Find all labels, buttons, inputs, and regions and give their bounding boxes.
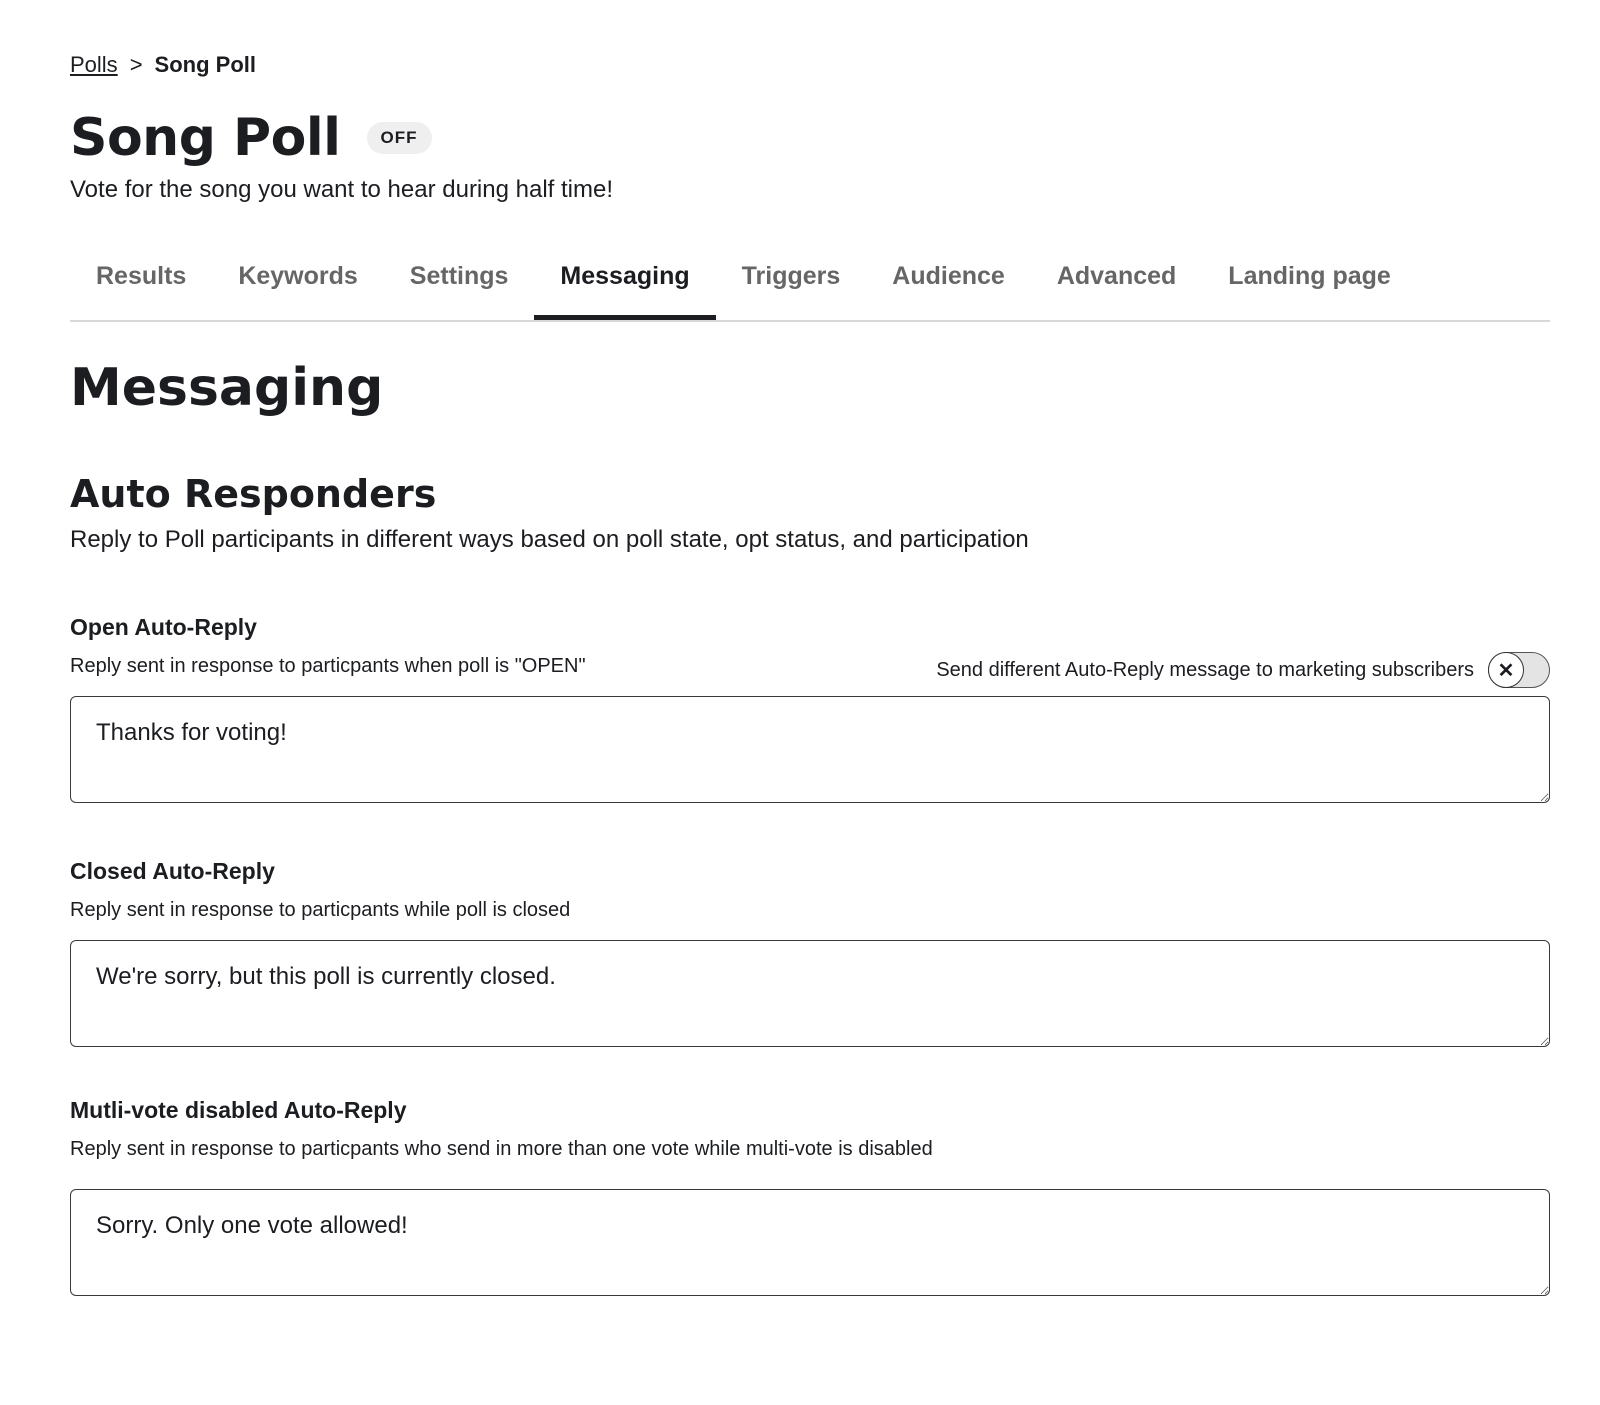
- closed-auto-reply-section: [70, 858, 1550, 1047]
- open-auto-reply-label: Open Auto-Reply: [70, 614, 257, 640]
- breadcrumb-polls-link[interactable]: Polls: [70, 52, 118, 77]
- open-auto-reply-section: [70, 614, 1550, 803]
- auto-responders-title: Auto Responders: [70, 472, 437, 516]
- page-title: Song Poll: [70, 108, 341, 168]
- multi-vote-auto-reply-description: Reply sent in response to particpants who send in more than one vote while multi-vote is disabled: [70, 1138, 933, 1160]
- multi-vote-auto-reply-input[interactable]: [70, 1189, 1550, 1296]
- closed-auto-reply-description: Reply sent in response to particpants while poll is closed: [70, 899, 571, 921]
- tab-messaging[interactable]: Messaging: [534, 248, 715, 320]
- marketing-subscribers-toggle[interactable]: [1488, 652, 1550, 688]
- multi-vote-auto-reply-section: [70, 1097, 1550, 1296]
- open-auto-reply-input[interactable]: [70, 696, 1550, 803]
- close-icon: ✕: [1488, 652, 1524, 688]
- breadcrumb-current: Song Poll: [154, 52, 256, 77]
- open-auto-reply-description: Reply sent in response to particpants when poll is "OPEN": [70, 655, 586, 677]
- closed-auto-reply-input[interactable]: [70, 940, 1550, 1047]
- tab-triggers[interactable]: Triggers: [741, 262, 841, 290]
- tab-advanced[interactable]: Advanced: [1056, 262, 1177, 290]
- section-heading: Messaging: [70, 358, 384, 418]
- marketing-toggle-label: Send different Auto-Reply message to marketing subscribers: [936, 658, 1474, 681]
- tab-keywords[interactable]: Keywords: [238, 262, 358, 290]
- tab-results[interactable]: Results: [96, 262, 187, 290]
- auto-responders-description: Reply to Poll participants in different ways based on poll state, opt status, and participation: [70, 526, 1029, 553]
- tab-bar: [70, 248, 1550, 322]
- poll-description: Vote for the song you want to hear during half time!: [70, 176, 613, 203]
- multi-vote-auto-reply-label: Mutli-vote disabled Auto-Reply: [70, 1097, 407, 1123]
- tab-landing-page[interactable]: Landing page: [1228, 262, 1391, 290]
- status-badge: OFF: [367, 122, 432, 154]
- breadcrumb: [70, 52, 256, 78]
- tab-settings[interactable]: Settings: [409, 262, 509, 290]
- closed-auto-reply-label: Closed Auto-Reply: [70, 858, 275, 884]
- chevron-right-icon: >: [129, 52, 143, 77]
- tab-audience[interactable]: Audience: [892, 262, 1005, 290]
